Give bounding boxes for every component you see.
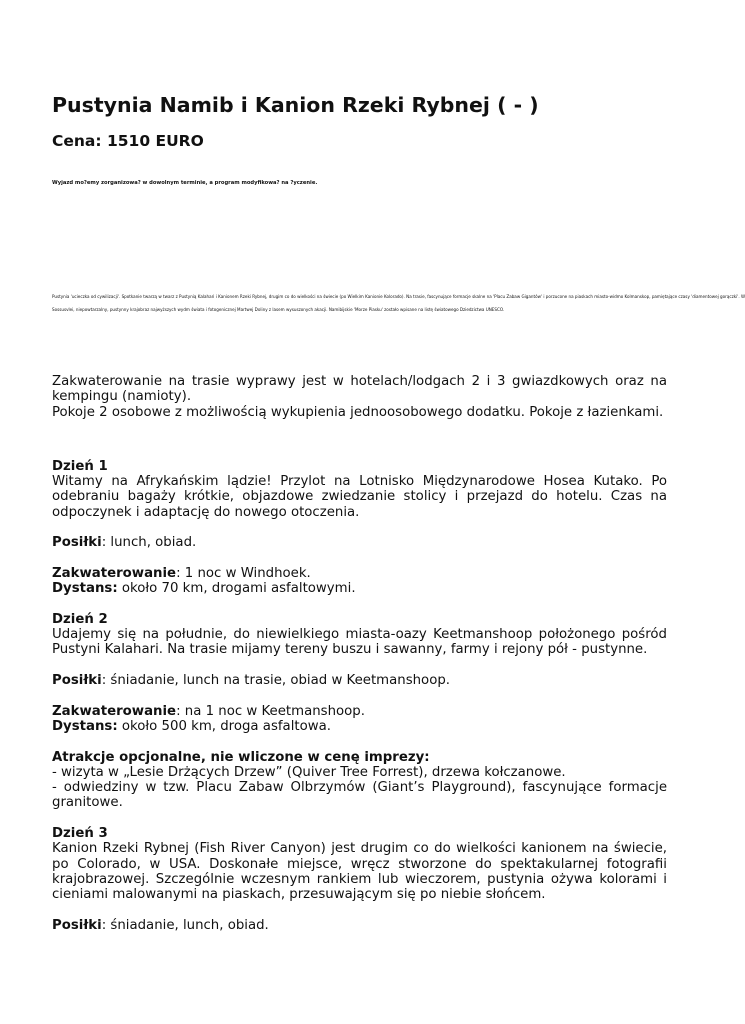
day2-stay: Zakwaterowanie: na 1 noc w Keetmanshoop. <box>52 703 365 719</box>
day1-stay: Zakwaterowanie: 1 noc w Windhoek. <box>52 565 311 581</box>
meals-label: Posiłki <box>52 917 102 933</box>
distance-label: Dystans: <box>52 581 118 597</box>
day1-meals: Posiłki: lunch, obiad. <box>52 535 197 551</box>
intro-small-text-1: Pustynia 'ucieczka od cywilizacji'. Spotkanie twarzą w twarz z Pustynią Kalahari i Kanionem Rzeki Rybnej, drugim co do wielkości na świecie (po Wielkim Kanionie Kolorado). Na trasie, fascynujące formacje skalne na 'Placu Zabaw Gigantów' i porzucone na piaskach miasto-widmo Kolmanskop, pamiętające czasy 'diamentowej gorączki'. W <box>52 294 745 299</box>
price: Cena: 1510 EURO <box>52 132 204 150</box>
customization-note: Wyjazd mo?emy zorganizowa? w dowolnym terminie, a program modyfikowa? na ?yczenie. <box>52 180 318 186</box>
day1-text: Witamy na Afrykańskim lądzie! Przylot na Lotnisko Międzynarodowe Hosea Kutako. Po odebraniu bagaży krótkie, objazdowe zwiedzanie stolicy i przejazd do hotelu. Czas na odpoczynek i adaptację do nowego otoczenia. <box>52 474 667 520</box>
itinerary-body <box>52 374 667 933</box>
accommodation-line-2: Pokoje 2 osobowe z możliwością wykupienia jednoosobowego dodatku. Pokoje z łazienkami. <box>52 404 664 420</box>
meals-label: Posiłki <box>52 535 102 551</box>
stay-label: Zakwaterowanie <box>52 703 177 719</box>
accommodation-line-1: Zakwaterowanie na trasie wyprawy jest w hotelach/lodgach 2 i 3 gwiazdkowych oraz na kempingu (namioty). <box>52 374 667 405</box>
meals-label: Posiłki <box>52 673 102 689</box>
day1-distance: Dystans: około 70 km, drogami asfaltowymi. <box>52 581 356 597</box>
optional-attractions-heading: Atrakcje opcjonalne, nie wliczone w cenę imprezy: <box>52 749 430 765</box>
page-title: Pustynia Namib i Kanion Rzeki Rybnej ( - ) <box>52 93 539 117</box>
day2-distance: Dystans: około 500 km, droga asfaltowa. <box>52 718 331 734</box>
day2-meals: Posiłki: śniadanie, lunch na trasie, obiad w Keetmanshoop. <box>52 673 450 689</box>
intro-small-text-2: Sossusvlei, niepowtarzalny, pustynny krajobraz najwyższych wydm świata i fotogenicznej Martwej Doliny z lasem wysuszonych akacji. Namibijskie 'Morze Piasku' zostało wpisane na listę światowego Dziedzictwa UNESCO. <box>52 307 505 312</box>
day3-meals: Posiłki: śniadanie, lunch, obiad. <box>52 917 269 933</box>
stay-label: Zakwaterowanie <box>52 565 177 581</box>
day2-heading: Dzień 2 <box>52 611 108 627</box>
day1-heading: Dzień 1 <box>52 458 108 474</box>
day2-text: Udajemy się na południe, do niewielkiego miasta-oazy Keetmanshoop położonego pośród Pustyni Kalahari. Na trasie mijamy tereny buszu i sawanny, farmy i rejony pół - pustynne. <box>52 627 667 658</box>
optional-attraction-item: - odwiedziny w tzw. Placu Zabaw Olbrzymów (Giant’s Playground), fascynujące formacje granitowe. <box>52 780 667 811</box>
day3-text: Kanion Rzeki Rybnej (Fish River Canyon) jest drugim co do wielkości kanionem na świecie, po Colorado, w USA. Doskonałe miejsce, wręcz stworzone do spektakularnej fotografii krajobrazowej. Szczególnie wczesnym rankiem lub wieczorem, pustynia ożywa kolorami i cieniami malowanymi na piaskach, przesuwającym się po niebie słońcem. <box>52 841 667 903</box>
optional-attraction-item: - wizyta w „Lesie Drżących Drzew” (Quiver Tree Forrest), drzewa kołczanowe. <box>52 764 566 780</box>
distance-label: Dystans: <box>52 718 118 734</box>
day3-heading: Dzień 3 <box>52 826 108 842</box>
